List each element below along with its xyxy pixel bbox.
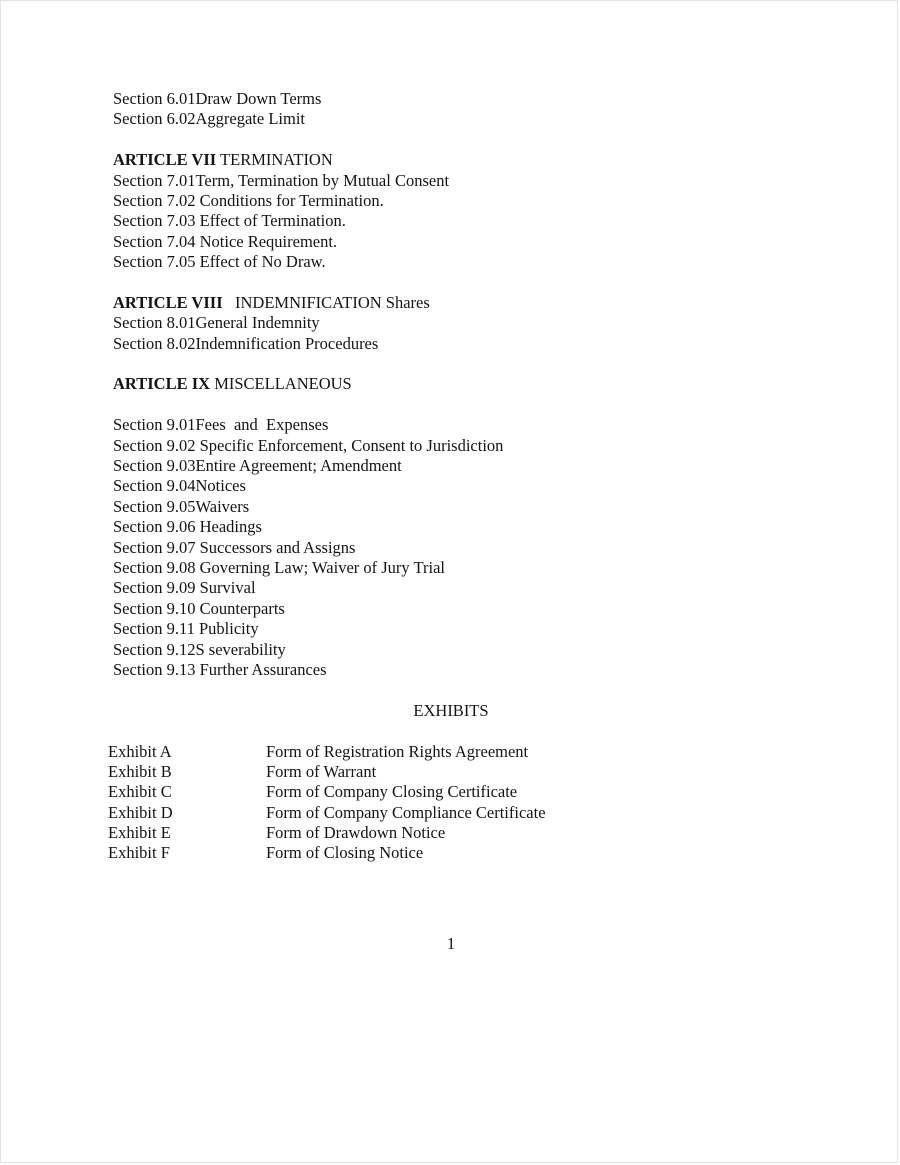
exhibit-label: Exhibit D <box>108 802 173 822</box>
toc-section-line: Section 9.10 Counterparts <box>113 598 285 618</box>
blank-line <box>108 680 794 700</box>
toc-section-line: Section 7.05 Effect of No Draw. <box>113 252 326 272</box>
toc-section-line: Section 7.02 Conditions for Termination. <box>113 190 384 210</box>
toc-section-line: Section 8.01General Indemnity <box>113 313 320 333</box>
page-number: 1 <box>446 934 456 953</box>
toc-section-line: Section 7.03 Effect of Termination. <box>113 211 346 231</box>
exhibit-row <box>108 803 794 823</box>
toc-section-line: Section 9.13 Further Assurances <box>113 659 327 679</box>
toc-section-line: Section 9.09 Survival <box>113 578 256 598</box>
exhibit-row <box>108 762 794 782</box>
article-number: ARTICLE VIII <box>113 292 223 312</box>
exhibit-description: Form of Drawdown Notice <box>266 823 446 843</box>
article-title: INDEMNIFICATION Shares <box>222 292 430 312</box>
exhibit-row <box>108 843 794 863</box>
blank-line <box>108 354 794 374</box>
exhibit-row <box>108 823 794 843</box>
toc-section-line: Section 9.06 Headings <box>113 517 262 537</box>
blank-line <box>108 273 794 293</box>
toc-section-line: Section 6.01Draw Down Terms <box>113 89 322 108</box>
toc-section-line: Section 8.02Indemnification Procedures <box>113 333 379 353</box>
exhibit-row <box>108 742 794 762</box>
exhibit-description: Form of Registration Rights Agreement <box>266 741 529 761</box>
exhibit-description: Form of Company Compliance Certificate <box>266 802 546 822</box>
blank-line <box>108 395 794 415</box>
toc-article-heading <box>108 150 794 170</box>
toc-section-line: Section 9.02 Specific Enforcement, Consent to Jurisdiction <box>113 435 504 455</box>
toc-section-line: Section 9.12S severability <box>113 639 286 659</box>
table-of-contents <box>108 89 794 864</box>
toc-section-line: Section 6.02Aggregate Limit <box>113 109 305 129</box>
exhibit-label: Exhibit C <box>108 782 172 802</box>
toc-section-line: Section 9.04Notices <box>113 476 246 496</box>
toc-section-line: Section 7.04 Notice Requirement. <box>113 231 338 251</box>
article-number: ARTICLE IX <box>113 374 211 394</box>
blank-line <box>108 130 794 150</box>
exhibit-row <box>108 782 794 802</box>
exhibit-description: Form of Company Closing Certificate <box>266 782 518 802</box>
toc-section-line: Section 9.03Entire Agreement; Amendment <box>113 456 402 476</box>
exhibit-description: Form of Warrant <box>266 761 377 781</box>
toc-section-line: Section 9.05Waivers <box>113 496 250 516</box>
article-number: ARTICLE VII <box>113 150 217 170</box>
exhibit-label: Exhibit E <box>108 823 171 843</box>
blank-line <box>108 721 794 741</box>
exhibit-description: Form of Closing Notice <box>266 843 424 863</box>
article-title: TERMINATION <box>216 150 333 170</box>
toc-section-line: Section 9.11 Publicity <box>113 619 259 639</box>
toc-section-line: Section 9.07 Successors and Assigns <box>113 537 356 557</box>
toc-section-line: Section 9.08 Governing Law; Waiver of Jury Trial <box>113 557 445 577</box>
article-title: MISCELLANEOUS <box>210 374 352 394</box>
toc-section-line: Section 9.01Fees and Expenses <box>113 415 329 435</box>
exhibit-label: Exhibit B <box>108 761 172 781</box>
exhibit-label: Exhibit F <box>108 843 170 863</box>
exhibit-label: Exhibit A <box>108 741 172 761</box>
toc-section-line: Section 7.01Term, Termination by Mutual Consent <box>113 170 450 190</box>
exhibits-heading: EXHIBITS <box>413 700 489 720</box>
toc-article-heading <box>108 293 794 313</box>
toc-article-heading <box>108 374 794 394</box>
